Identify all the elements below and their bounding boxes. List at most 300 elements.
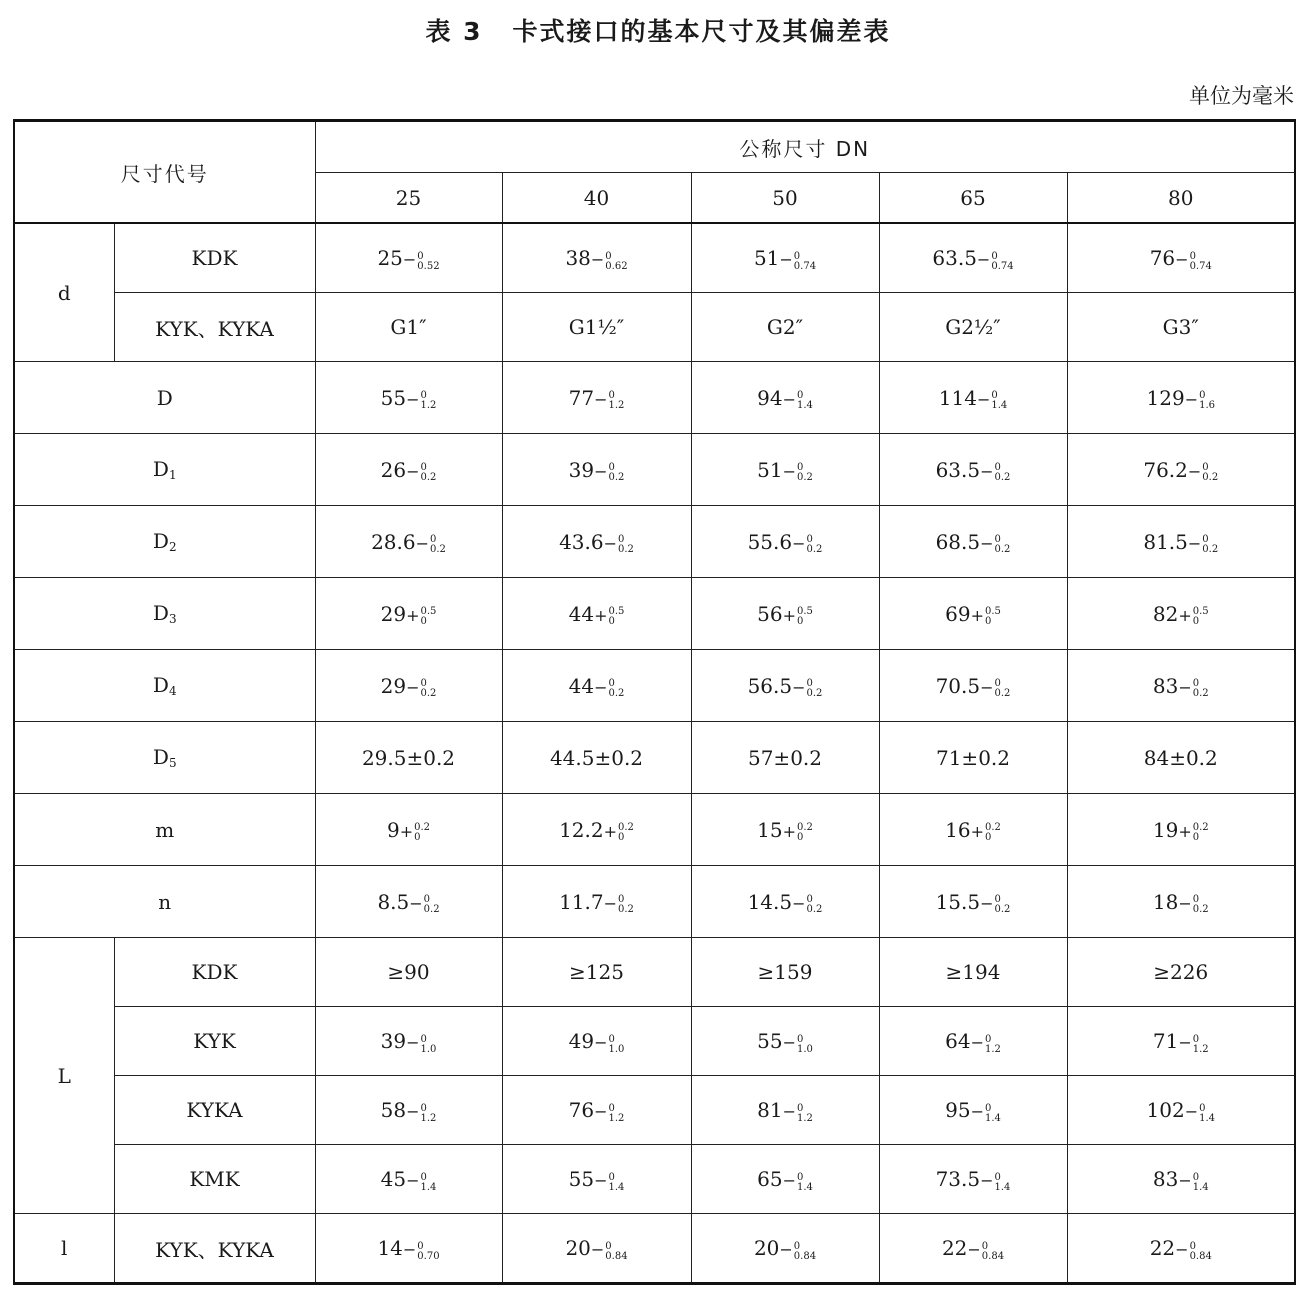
table-row [14,1214,1295,1284]
upper-deviation: 0 [420,1171,427,1183]
nominal-size-header: 公称尺寸 DN [315,121,1295,173]
upper-deviation: 0 [417,250,424,262]
tolerance-sign: − [594,461,608,481]
table-row [14,578,1295,650]
lower-deviation: 0.2 [796,472,813,483]
upper-deviation: 0 [608,1171,615,1183]
value-cell: G2″ [691,293,879,362]
value-cell [691,1007,879,1076]
upper-deviation: 0 [618,894,625,905]
lower-deviation: 0.52 [417,260,440,272]
upper-deviation: 0 [994,534,1001,545]
nominal-value: 9 [386,817,400,842]
nominal-value: 55 [568,1167,595,1191]
value-cell [1067,362,1295,434]
nominal-value: 14 [377,1236,403,1260]
value-cell [1067,866,1295,938]
row-label-subscript: 5 [168,756,177,770]
value-cell: ≥125 [502,938,691,1007]
upper-deviation: 0 [793,1240,801,1252]
lower-deviation: 1.2 [420,1112,437,1124]
lower-deviation: 0.2 [618,904,634,915]
tolerance-sign: − [406,1102,420,1121]
value-cell [1067,578,1295,650]
value-cell [879,794,1067,866]
value-cell: ≥226 [1067,938,1295,1007]
value-cell [691,434,879,506]
upper-deviation: 0 [994,462,1001,473]
upper-deviation: 0 [1192,894,1200,905]
upper-deviation: 0 [420,1102,427,1114]
value-cell [879,578,1067,650]
tolerance-stack [797,463,813,483]
lower-deviation: 1.4 [1199,1112,1216,1124]
table-row [14,650,1295,722]
row-label-symbol: D [152,529,169,553]
nominal-value: 20 [753,1236,780,1260]
tolerance-stack [608,607,624,627]
upper-deviation: 0.5 [608,606,625,617]
tolerance-stack [1190,1242,1212,1262]
tolerance-sign: + [1178,605,1192,625]
upper-deviation: 0 [994,894,1001,905]
value-cell [879,434,1067,506]
upper-deviation: 0 [430,534,437,545]
upper-deviation: 0 [806,894,813,905]
row-label-subscript: 1 [168,468,177,482]
value-cell [879,362,1067,434]
value-cell [502,506,691,578]
lower-deviation: 0 [984,616,992,627]
dn-value: 80 [1067,173,1295,224]
value-cell [1067,1214,1295,1284]
nominal-value: 51 [757,457,783,482]
tolerance-sign: − [1178,1171,1192,1190]
nominal-value: 55 [757,1029,783,1053]
nominal-value: 114 [938,385,977,410]
nominal-value: 95 [945,1098,971,1122]
lower-deviation: 1.2 [984,1043,1001,1055]
tolerance-stack [608,391,624,411]
lower-deviation: 0.84 [981,1250,1005,1262]
nominal-value: 81.5 [1143,529,1188,554]
tolerance-sign: − [980,1171,994,1190]
tolerance-sign: − [406,1171,420,1190]
value-cell [315,794,502,866]
upper-deviation: 0 [991,250,998,262]
tolerance-sign: + [970,821,984,841]
value-cell [1067,1007,1295,1076]
value-cell [691,578,879,650]
lower-deviation: 0.74 [793,260,817,272]
header-row [14,121,1295,173]
table-row [14,293,1295,362]
upper-deviation: 0 [420,1033,427,1045]
size-code-header: 尺寸代号 [14,121,315,224]
upper-deviation: 0 [608,1102,615,1114]
tolerance-stack [1193,895,1209,915]
upper-deviation: 0 [417,1240,424,1252]
table-row [14,362,1295,434]
lower-deviation: 1.0 [796,1043,813,1055]
tolerance-stack [797,823,813,843]
nominal-value: 19 [1152,817,1179,842]
dn-value: 25 [315,173,502,224]
row-sublabel: KYKA [114,1076,315,1145]
value-cell [502,434,691,506]
lower-deviation: 1.4 [994,1181,1011,1193]
tolerance-stack [995,463,1011,483]
value-cell [879,506,1067,578]
tolerance-stack [794,252,816,272]
tolerance-stack [797,391,813,411]
tolerance-sign: − [976,389,991,409]
table-row [14,722,1295,794]
nominal-value: 55 [380,385,407,410]
table-row [14,938,1295,1007]
nominal-value: 129 [1146,385,1185,410]
value-cell [502,866,691,938]
value-cell: 71±0.2 [879,722,1067,794]
nominal-value: 12.2 [559,817,604,842]
tolerance-stack [797,1035,813,1055]
row-label-subscript: 3 [168,612,177,626]
value-cell [1067,434,1295,506]
lower-deviation: 0.84 [605,1250,628,1262]
lower-deviation: 1.2 [608,1112,625,1124]
row-label [14,434,315,506]
nominal-value: 83 [1152,1167,1179,1191]
tolerance-sign: − [976,250,991,269]
tolerance-sign: − [792,893,806,913]
tolerance-stack [608,463,624,483]
value-cell [502,794,691,866]
nominal-value: 49 [568,1029,595,1053]
nominal-value: 76 [568,1098,595,1122]
value-cell [879,1076,1067,1145]
tolerance-sign: + [970,605,984,625]
unit-note: 单位为毫米 [1189,84,1294,108]
lower-deviation: 1.4 [1192,1181,1209,1193]
nominal-value: 51 [753,246,780,270]
nominal-value: 65 [757,1167,783,1191]
tolerance-stack [430,535,446,555]
nominal-value: 77 [568,385,595,410]
dn-value: 40 [502,173,691,224]
upper-deviation: 0.5 [796,606,813,617]
tolerance-stack [1193,679,1209,699]
lower-deviation: 0 [414,832,421,843]
tolerance-sign: − [782,1171,796,1190]
row-label-symbol: D [152,601,169,625]
upper-deviation: 0 [605,1240,612,1252]
value-cell [315,362,502,434]
nominal-value: 56 [757,601,783,626]
tolerance-sign: + [406,605,420,625]
tolerance-sign: − [409,893,423,913]
nominal-value: 16 [945,817,971,842]
tolerance-stack [995,895,1011,915]
upper-deviation: 0 [1199,1102,1206,1114]
upper-deviation: 0.5 [1192,606,1209,617]
upper-deviation: 0 [618,534,625,545]
tolerance-stack [1202,463,1218,483]
lower-deviation: 0.2 [608,472,625,483]
tolerance-stack [1193,607,1209,627]
value-cell [315,506,502,578]
tolerance-sign: − [967,1240,981,1259]
tolerance-stack [797,1173,813,1193]
lower-deviation: 1.4 [984,1112,1001,1124]
dn-value: 50 [691,173,879,224]
tolerance-stack [1193,823,1209,843]
tolerance-stack [1199,391,1215,411]
lower-deviation: 0.2 [806,904,823,915]
nominal-value: 20 [565,1236,591,1260]
lower-deviation: 0.2 [618,544,634,555]
value-cell [1067,1076,1295,1145]
tolerance-stack [414,823,430,843]
upper-deviation: 0 [608,390,615,401]
lower-deviation: 1.2 [608,400,625,411]
nominal-value: 44 [568,601,595,626]
tolerance-sign: + [594,605,608,625]
value-cell [691,362,879,434]
value-cell [502,650,691,722]
tolerance-sign: − [782,1102,796,1121]
value-cell [691,1076,879,1145]
value-cell [315,1007,502,1076]
table-row [14,1007,1295,1076]
nominal-value: 71 [1152,1029,1179,1053]
lower-deviation: 0.2 [608,688,625,699]
lower-deviation: 0 [608,616,615,627]
tolerance-stack [417,1242,439,1262]
tolerance-sign: − [980,893,994,913]
tolerance-stack [420,1104,436,1124]
nominal-value: 8.5 [377,889,410,914]
lower-deviation: 0.2 [994,688,1011,699]
tolerance-stack [1193,1173,1209,1193]
lower-deviation: 0 [618,832,625,843]
tolerance-stack [420,463,436,483]
upper-deviation: 0 [981,1240,989,1252]
value-cell: 57±0.2 [691,722,879,794]
tolerance-sign: − [594,677,608,697]
table-row [14,1076,1295,1145]
row-label [14,722,315,794]
value-cell [502,578,691,650]
nominal-value: 82 [1152,601,1179,626]
upper-deviation: 0 [1192,1171,1200,1183]
lower-deviation: 1.6 [1199,400,1216,411]
tolerance-sign: − [402,1240,417,1259]
nominal-value: 18 [1152,889,1179,914]
lower-deviation: 0.2 [994,544,1011,555]
tolerance-sign: + [603,821,618,841]
lower-deviation: 0.84 [793,1250,817,1262]
lower-deviation: 1.4 [608,1181,625,1193]
upper-deviation: 0 [1202,534,1209,545]
tolerance-sign: − [1178,677,1192,697]
nominal-value: 14.5 [747,889,793,914]
value-cell: ≥194 [879,938,1067,1007]
tolerance-stack [807,895,823,915]
row-label-subscript: 4 [168,684,177,698]
lower-deviation: 0.2 [806,688,823,699]
upper-deviation: 0 [984,1102,992,1114]
value-cell [691,1145,879,1214]
tolerance-sign: − [1184,1102,1199,1121]
tolerance-stack [982,1242,1004,1262]
upper-deviation: 0 [806,678,813,689]
lower-deviation: 0.74 [1189,260,1212,272]
table-number: 表 3 [425,17,483,46]
tolerance-sign: − [1175,250,1189,269]
nominal-value: 58 [380,1098,407,1122]
value-cell [315,578,502,650]
value-cell [1067,223,1295,293]
table-row [14,866,1295,938]
nominal-value: 11.7 [559,889,604,914]
value-cell [691,1214,879,1284]
tolerance-sign: − [594,1171,608,1190]
nominal-value: 45 [380,1167,407,1191]
tolerance-sign: − [603,893,618,913]
tolerance-stack [420,607,436,627]
tolerance-stack [608,1173,624,1193]
upper-deviation: 0 [796,1033,804,1045]
tolerance-sign: − [779,250,793,269]
value-cell: 84±0.2 [1067,722,1295,794]
value-cell [879,223,1067,293]
upper-deviation: 0 [984,1033,992,1045]
tolerance-stack [1190,252,1212,272]
nominal-value: 70.5 [935,673,981,698]
value-cell [1067,506,1295,578]
row-sublabel: KMK [114,1145,315,1214]
tolerance-sign: − [406,1033,420,1052]
tolerance-stack [618,895,634,915]
upper-deviation: 0 [793,250,801,262]
tolerance-stack [420,679,436,699]
nominal-value: 38 [565,246,591,270]
tolerance-sign: + [782,821,796,841]
tolerance-stack [797,1104,813,1124]
lower-deviation: 1.4 [796,400,813,411]
value-cell [879,650,1067,722]
lower-deviation: 0.74 [991,260,1014,272]
value-cell [1067,1145,1295,1214]
upper-deviation: 0 [806,534,813,545]
upper-deviation: 0 [796,1171,804,1183]
lower-deviation: 0.84 [1189,1250,1212,1262]
lower-deviation: 0.2 [423,904,440,915]
value-cell: ≥90 [315,938,502,1007]
upper-deviation: 0.2 [984,822,1001,833]
tolerance-sign: − [406,389,420,409]
lower-deviation: 0.2 [1202,544,1219,555]
nominal-value: 63.5 [935,457,981,482]
tolerance-stack [618,535,634,555]
row-label [14,650,315,722]
tolerance-sign: − [980,461,994,481]
row-label [14,506,315,578]
nominal-value: 76.2 [1143,457,1188,482]
nominal-value: 83 [1152,673,1179,698]
value-cell [502,1076,691,1145]
table-row [14,506,1295,578]
tolerance-stack [985,1035,1001,1055]
value-cell [879,866,1067,938]
value-cell [315,223,502,293]
table-row [14,1145,1295,1214]
upper-deviation: 0 [991,390,998,401]
row-label-d: d [14,223,114,362]
value-cell [691,506,879,578]
upper-deviation: 0 [1192,678,1200,689]
dn-value: 65 [879,173,1067,224]
tolerance-sign: − [1184,389,1199,409]
row-label-symbol: D [152,457,169,481]
nominal-value: 64 [945,1029,971,1053]
value-cell [1067,650,1295,722]
upper-deviation: 0.5 [420,606,437,617]
nominal-value: 56.5 [747,673,793,698]
dimension-table [13,119,1296,1285]
lower-deviation: 0.2 [420,472,437,483]
table-row [14,223,1295,293]
value-cell [502,223,691,293]
value-cell [315,434,502,506]
nominal-value: 73.5 [935,1167,981,1191]
tolerance-sign: + [1178,821,1192,841]
lower-deviation: 0 [1192,616,1200,627]
lower-deviation: 0 [420,616,427,627]
row-sublabel: KDK [114,223,315,293]
value-cell: 44.5±0.2 [502,722,691,794]
tolerance-sign: − [970,1102,984,1121]
upper-deviation: 0 [796,462,804,473]
lower-deviation: 0.62 [605,260,628,272]
nominal-value: 28.6 [371,529,416,554]
lower-deviation: 0.70 [417,1250,440,1262]
tolerance-sign: − [1178,1033,1192,1052]
row-label [14,362,315,434]
tolerance-sign: − [792,677,806,697]
tolerance-stack [605,1242,627,1262]
value-cell [1067,794,1295,866]
tolerance-sign: − [406,677,420,697]
tolerance-stack [608,679,624,699]
lower-deviation: 0 [796,832,804,843]
tolerance-sign: − [782,1033,796,1052]
lower-deviation: 1.4 [420,1181,437,1193]
tolerance-sign: − [594,1102,608,1121]
row-label-L: L [14,938,114,1214]
tolerance-stack [995,535,1011,555]
nominal-value: 15.5 [935,889,981,914]
row-sublabel: KDK [114,938,315,1007]
nominal-value: 43.6 [559,529,604,554]
value-cell: G1½″ [502,293,691,362]
upper-deviation: 0.2 [1192,822,1209,833]
upper-deviation: 0 [420,390,427,401]
tolerance-sign: − [603,533,618,553]
upper-deviation: 0.2 [414,822,431,833]
tolerance-sign: + [782,605,796,625]
nominal-value: 76 [1149,246,1176,270]
